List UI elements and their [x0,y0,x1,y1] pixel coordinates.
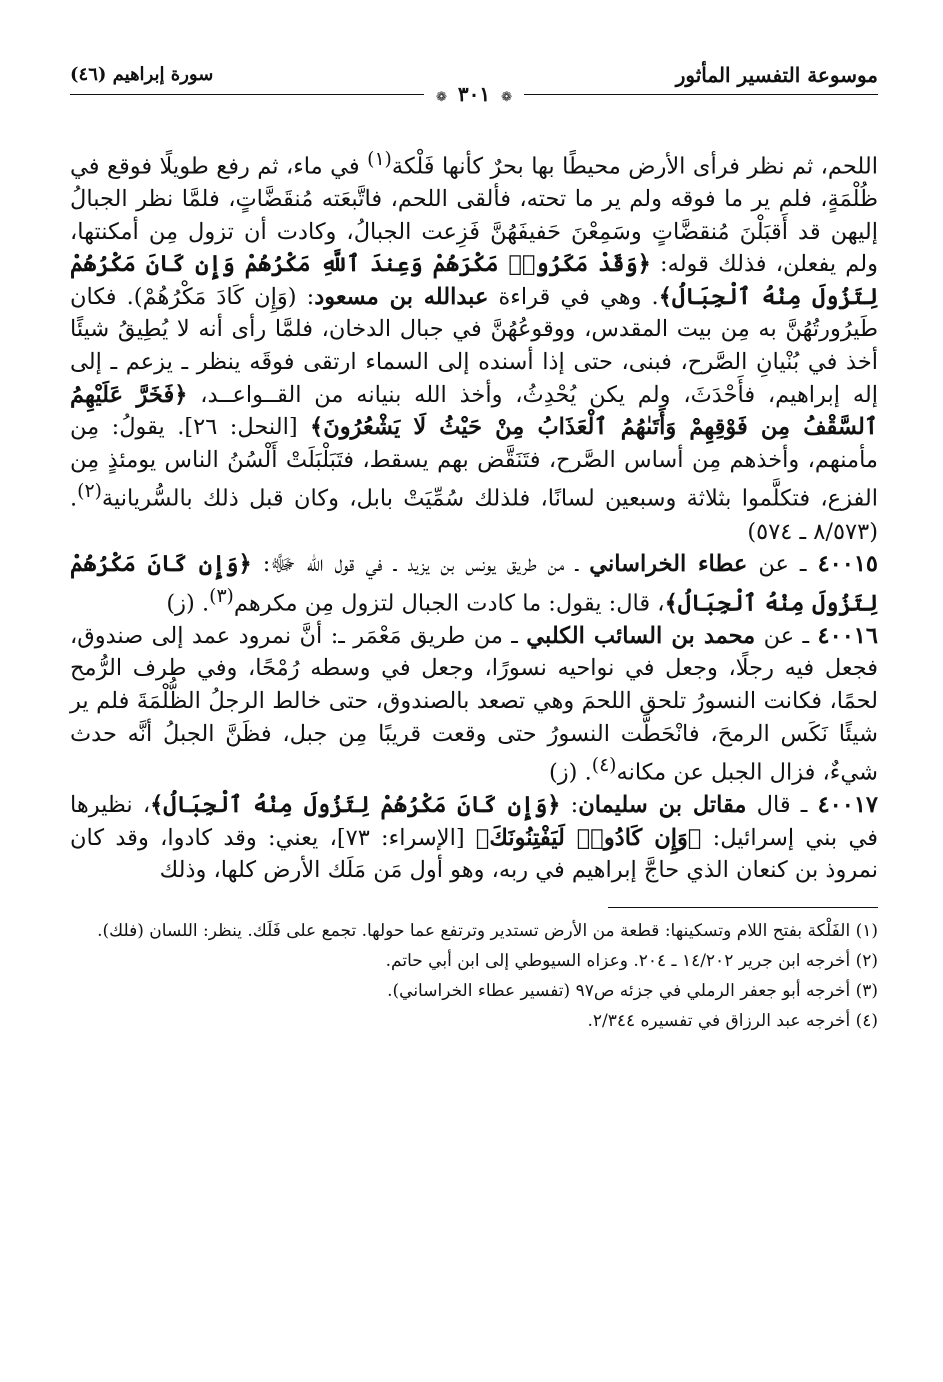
text-run: : [560,792,579,819]
footnote-ref: (٢) [77,481,102,503]
entry-number: ٤٠٠١٧ [817,792,879,819]
entry-40015 [70,548,878,620]
page-number-box [424,82,524,110]
entry-40017 [70,789,878,887]
text-run: . (٨/٥٧٣ ـ ٥٧٤) [70,485,878,545]
page [70,58,878,1036]
quran-verse: ﴿وَإِن كَانَ مَكْرُهُمْ لِتَزُولَ مِنْهُ ٱلْجِبَالُ﴾ [70,551,878,617]
narrator-name: عطاء الخراساني [589,551,748,578]
footnote: (٢) أخرجه ابن جرير ١٤/٢٠٢ ـ ٢٠٤. وعزاه السيوطي إلى ابن أبي حاتم. [385,951,878,972]
quran-verse: ﴿وَإِن كَانَ مَكْرُهُمْ لِتَزُولَ مِنْهُ ٱلْجِبَالُ﴾ [150,792,561,819]
ornament-icon: ❁ [501,90,512,105]
footnote: (٣) أخرجه أبو جعفر الرملي في جزئه ص٩٧ (تفسير عطاء الخراساني). [387,981,878,1002]
footnote-ref: (٤) [591,755,617,777]
text-run: ، نظيرها في بني إسرائيل: [70,792,878,851]
ornament-icon: ❁ [436,90,447,105]
surah-title: سورة إبراهيم (٤٦) [70,64,214,85]
entry-40016 [70,620,878,789]
text-run: ـ قال [746,792,818,819]
entry-number: ٤٠٠١٥ [817,551,878,578]
page-number: ٣٠١ [457,82,491,106]
footnote: (٤) أخرجه عبد الرزاق في تفسيره ٢/٣٤٤. [587,1011,878,1032]
quran-verse: ﴿وَقَدْ مَكَرُوا۟ مَكْرَهُمْ وَعِندَ ٱللَّهِ مَكْرُهُمْ وَإِن كَانَ مَكْرُهُمْ لِتَزُولَ مِنْهُ ٱلْجِبَالُ﴾ [70,251,879,310]
intro-paragraph [70,144,878,548]
footnote-divider [608,907,878,908]
text-run: ، قال: يقول: ما كادت الجبال لتزول مِن مكرهم [233,590,665,617]
quran-verse: ﴿وَإِن كَادُوا۟ لَيَفْتِنُونَكَ﴾ [475,824,702,851]
text-run: . (ز) [549,759,592,786]
text-run: . وهي في قراءة [488,283,659,310]
reader-name: عبدالله بن مسعود [314,283,489,310]
quran-verse: ﴿فَخَرَّ عَلَيْهِمُ ٱلسَّقْفُ مِن فَوْقِهِمْ وَأَتَىٰهُمُ ٱلْعَذَابُ مِنْ حَيْثُ لَا يَشْعُرُونَ﴾ [70,381,878,441]
text-run: ـ من طريق يونس بن يزيد ـ في قول الله ﷻ: [251,551,590,578]
text-run: . (ز) [166,590,210,617]
text-run: ـ عن [755,622,818,649]
page-header [70,58,878,106]
footnote: (١) الفَلْكة بفتح اللام وتسكينها: قطعة من الأرض تستدير وترتفع عما حولها. تجمع على فَلَك. ينظر: اللسان (فلك). [97,921,878,942]
text-run: ـ من طريق مَعْمَر ـ: أنَّ نمرود عمد إلى صندوق، فجعل فيه رجلًا، وجعل في نواحيه نسورًا، وجعل في وسطه رُمْحًا، وفي طرف الرُّمح لحمًا، فكانت النسورُ تلحق اللحمَ وهي تصعد بالصندوق، حتى خالط الرجلُ الظُّلْمَةَ فلم ير شيئًا نَكَس الرمحَ، فانْحَطَّت النسورُ حتى وقعت قريبًا مِن جبل، فظَنَّ الجبلُ أنَّه حدث شيءٌ، فزال الجبل عن مكانه [70,622,878,786]
footnotes [70,916,878,1036]
main-text [70,144,878,887]
footnote-ref: (١) [367,149,392,170]
narrator-name: مقاتل بن سليمان [578,792,747,819]
entry-number: ٤٠٠١٦ [817,622,878,649]
text-run: [الإسراء: ٧٣]، يعني: وقد كادوا، وقد كان نمروذ بن كنعان الذي حاجَّ إبراهيم في ربه، وهو أول مَن مَلَك الأرض كلها، وذلك [70,824,878,884]
footnote-ref: (٣) [209,585,234,607]
text-run: ـ عن [747,551,818,578]
text-run: : (وَإِن كَادَ مَكْرُهُمْ). فكان طَيرُورتُهُنَّ به مِن بيت المقدس، ووقوعُهُنَّ في جبال الدخان، فلمَّا رأى أنه لا يُطِيقُ شيئًا أخذ في بُنْيانِ الصَّرح، فبنى، حتى إذا أسنده إلى السماء ارتقى فوقَه ينظر ـ يزعم ـ إلى إله إبراهيم، فأَحْدَثَ، ولم يكن يُحْدِثُ، وأخذ الله بنيانه من القــواعــد، [70,283,878,408]
text-run: [النحل: ٢٦]. يقولُ: مِن مأمنهم، وأخذهم مِن أساس الصَّرح، فتَنَقَّض بهم يسقط، فتَبَلْبَلَتْ أَلْسُنُ الناس يومئذٍ مِن الفزع، فتكلَّموا بثلاثة وسبعين لسانًا، فلذلك سُمِّيَتْ بابل، وكان قبل ذلك بالسُّريانية [70,414,878,512]
text-run: في ماء، ثم رفع طويلًا فوقع في ظُلْمَةٍ، فلم ير ما فوقه ولم ير ما تحته، فألقى اللحم، فاتَّبعَته مُنقَضَّاتٍ، فلمَّا نظر الجبالُ إليهن قد أَقبَلْنَ مُنقضَّاتٍ وسَمِعْنَ حَفيفَهُنَّ فَزِعت الجبالُ، وكادت أن تزول مِن أمكنتها، ولم يفعلن، فذلك قوله: [70,153,879,278]
text-run: اللحم، ثم نظر فرأى الأرض محيطًا بها بحرٌ كأنها فَلْكة [391,153,878,180]
narrator-name: محمد بن السائب الكلبي [526,622,756,649]
book-title: موسوعة التفسير المأثور [675,63,878,87]
